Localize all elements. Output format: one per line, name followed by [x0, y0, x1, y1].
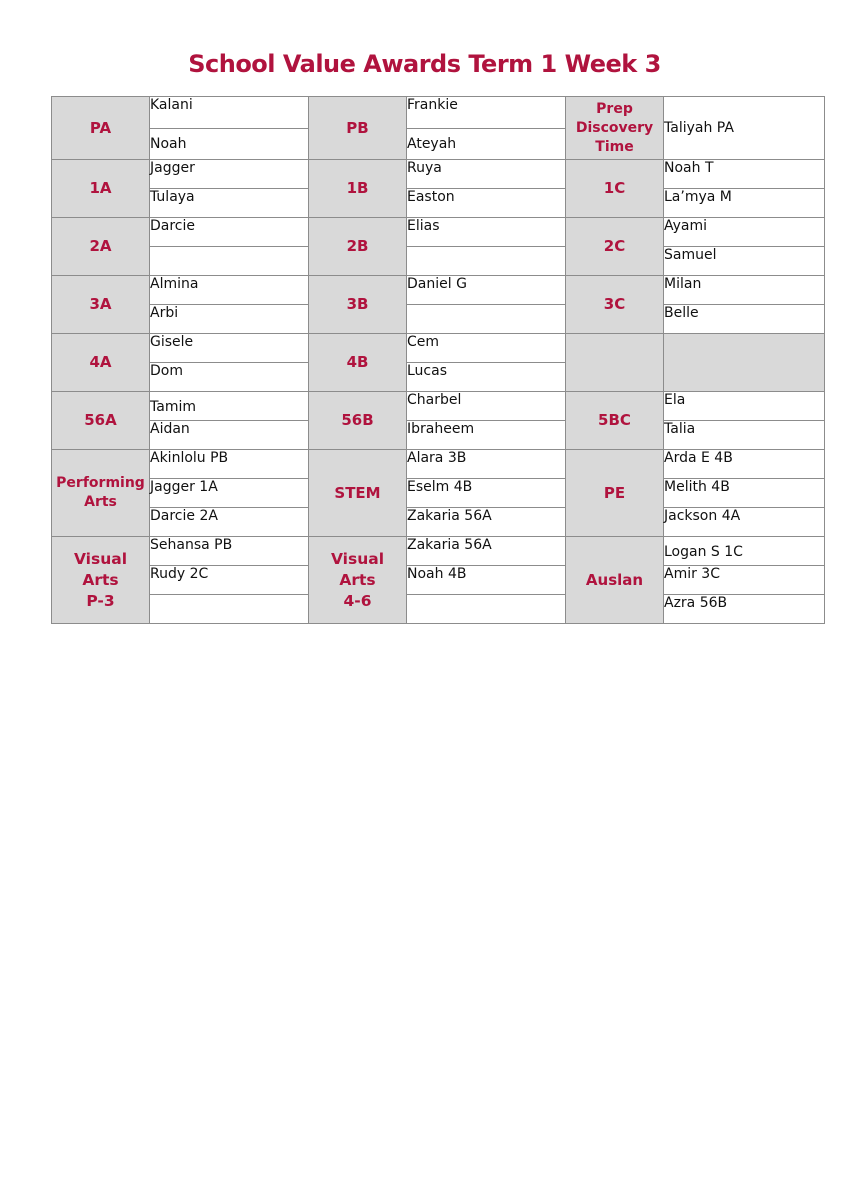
category-label-auslan: Auslan — [566, 537, 664, 624]
name-cell: Frankie — [407, 97, 566, 129]
name-cell: Elias — [407, 218, 566, 247]
class-label-3a: 3A — [52, 276, 150, 334]
class-label-56a: 56A — [52, 392, 150, 450]
class-label-2a: 2A — [52, 218, 150, 276]
class-label-1a: 1A — [52, 160, 150, 218]
name-cell: Dom — [150, 363, 309, 392]
name-cell: Charbel — [407, 392, 566, 421]
category-label-stem: STEM — [309, 450, 407, 537]
name-cell: Lucas — [407, 363, 566, 392]
name-cell: Gisele — [150, 334, 309, 363]
label-line: Prep — [596, 100, 633, 117]
name-cell: Ateyah — [407, 129, 566, 160]
category-label-performing-arts — [52, 450, 150, 537]
name-cell: Zakaria 56A — [407, 537, 566, 566]
name-cell: Milan — [664, 276, 825, 305]
name-cell: Noah 4B — [407, 566, 566, 595]
class-label-1c: 1C — [566, 160, 664, 218]
name-cell: Azra 56B — [664, 595, 825, 624]
name-cell: Rudy 2C — [150, 566, 309, 595]
label-line: Visual — [330, 549, 385, 568]
name-cell: Tamim — [150, 392, 309, 421]
class-label-pa: PA — [52, 97, 150, 160]
page-title: School Value Awards Term 1 Week 3 — [188, 50, 661, 78]
name-cell: Melith 4B — [664, 479, 825, 508]
name-cell: Jagger 1A — [150, 479, 309, 508]
name-cell: Darcie — [150, 218, 309, 247]
label-line: P-3 — [86, 591, 115, 610]
name-cell: Arbi — [150, 305, 309, 334]
category-label-visual-arts-p-3 — [52, 537, 150, 624]
name-cell: Cem — [407, 334, 566, 363]
class-label-4a: 4A — [52, 334, 150, 392]
class-label-3c: 3C — [566, 276, 664, 334]
name-cell: Sehansa PB — [150, 537, 309, 566]
name-cell: Samuel — [664, 247, 825, 276]
name-cell: Akinlolu PB — [150, 450, 309, 479]
label-line: Discovery — [575, 119, 654, 136]
class-label-prep-discovery-time — [566, 97, 664, 160]
label-line: Arts — [339, 570, 376, 589]
label-line: 4-6 — [343, 591, 372, 610]
name-cell: Amir 3C — [664, 566, 825, 595]
label-line: Arts — [82, 570, 119, 589]
name-cell: Aidan — [150, 421, 309, 450]
name-cell: Belle — [664, 305, 825, 334]
label-line: Performing — [56, 475, 145, 491]
class-label-2b: 2B — [309, 218, 407, 276]
awards-table — [51, 96, 825, 624]
name-cell: Almina — [150, 276, 309, 305]
name-cell: Easton — [407, 189, 566, 218]
category-label-pe: PE — [566, 450, 664, 537]
name-cell: Ayami — [664, 218, 825, 247]
name-cell: Jagger — [150, 160, 309, 189]
name-cell: Logan S 1C — [664, 537, 825, 566]
name-cell: Daniel G — [407, 276, 566, 305]
name-cell: Taliyah PA — [664, 97, 825, 160]
category-label-visual-arts-4-6 — [309, 537, 407, 624]
empty-name-cell — [150, 247, 309, 276]
label-line: Time — [595, 138, 634, 155]
class-label-pb: PB — [309, 97, 407, 160]
name-cell: Talia — [664, 421, 825, 450]
name-cell: Alara 3B — [407, 450, 566, 479]
class-label-1b: 1B — [309, 160, 407, 218]
name-cell: Arda E 4B — [664, 450, 825, 479]
label-line: Arts — [84, 494, 117, 510]
name-cell: Kalani — [150, 97, 309, 129]
name-cell: Jackson 4A — [664, 508, 825, 537]
name-cell: Noah — [150, 129, 309, 160]
name-cell: Ibraheem — [407, 421, 566, 450]
name-cell: Ruya — [407, 160, 566, 189]
name-cell: Eselm 4B — [407, 479, 566, 508]
empty-name-cell — [407, 305, 566, 334]
name-cell: La’mya M — [664, 189, 825, 218]
name-cell: Zakaria 56A — [407, 508, 566, 537]
class-label-2c: 2C — [566, 218, 664, 276]
name-cell: Ela — [664, 392, 825, 421]
name-cell: Darcie 2A — [150, 508, 309, 537]
label-line: Visual — [73, 549, 128, 568]
class-label-5bc: 5BC — [566, 392, 664, 450]
class-label-4b: 4B — [309, 334, 407, 392]
class-label-3b: 3B — [309, 276, 407, 334]
empty-name-cell — [664, 334, 825, 392]
empty-name-cell — [407, 595, 566, 624]
empty-name-cell — [150, 595, 309, 624]
name-cell: Tulaya — [150, 189, 309, 218]
class-label-56b: 56B — [309, 392, 407, 450]
empty-label-cell — [566, 334, 664, 392]
empty-name-cell — [407, 247, 566, 276]
name-cell: Noah T — [664, 160, 825, 189]
